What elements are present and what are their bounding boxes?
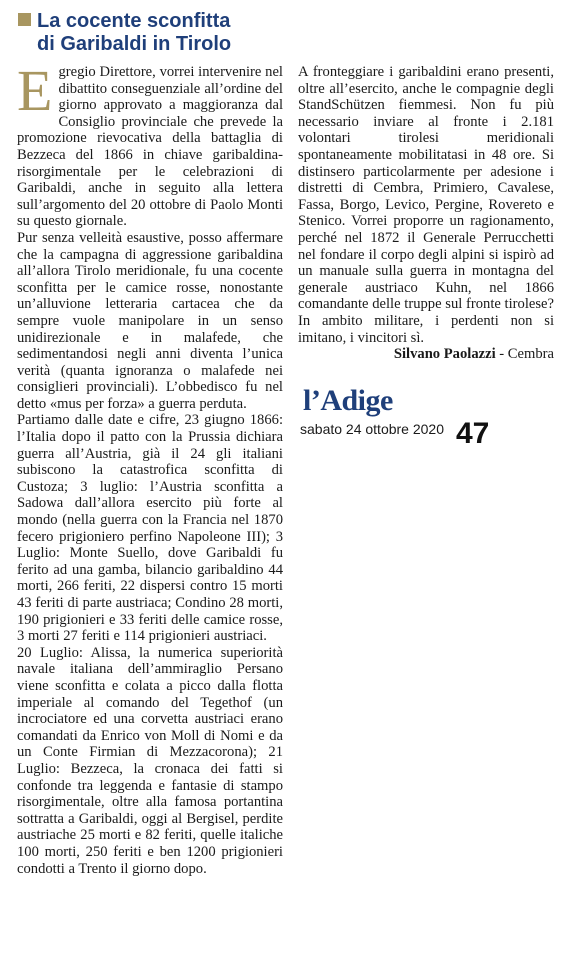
- signature-name: Silvano Paolazzi: [393, 346, 496, 363]
- headline-square-icon: [18, 13, 31, 26]
- article-signature: [298, 346, 554, 363]
- article-paragraph-4: 20 Luglio: Alissa, la numerica superiorità navale italiana dell’ammiraglio Persano viene sconfitta e colata a picco dalla flotta imperiale al comando del Tegethof (un incrociatore ed una corvetta austriaci erano comandati da Enrico von Moll di Nomi e da un Conte Firmian di Mezzacorona); 21 Luglio: Bezzeca, la cronaca dei fatti si confonde tra leggenda e fantasie di stampo risorgimentale, oltre alla famosa portantina sottratta a Garibaldi, oggi al Bergisel, perdite austriache 25 morti e 82 feriti, quelle italiche 100 morti, 250 feriti e ben 1200 prigionieri condotti a Trento il giorno dopo.: [17, 644, 283, 877]
- signature-place: - Cembra: [495, 346, 554, 363]
- drop-cap: E: [17, 58, 53, 123]
- headline-line-1: La cocente sconfitta: [37, 10, 231, 32]
- newspaper-logo: l’Adige: [303, 384, 393, 417]
- issue-date: sabato 24 ottobre 2020: [300, 421, 445, 437]
- article-paragraph-3: Partiamo dalle date e cifre, 23 giugno 1866: l’Italia dopo il patto con la Prussia dichiara guerra all’Austria, già il 24 gli italiani subiscono la catastrofica sconfitta di Custoza; 3 luglio: l’Austria sconfitta a Sadowa dall’allora esercito più forte al mondo (nella guerra con la Francia nel 1870 fecero prigioniero perfino Napoleone III); 3 Luglio: Monte Suello, dove Garibaldi fu ferito ad una gamba, bilancio garibaldino 44 morti, 266 feriti, 22 dispersi contro 15 morti 43 feriti di parte austriaca; Condino 28 morti, 190 prigionieri e 33 feriti delle camice rosse, 3 morti 27 feriti e 114 prigionieri austriaci.: [17, 412, 283, 645]
- article-column-right: [298, 64, 554, 363]
- page-number: 47: [456, 417, 490, 450]
- paragraph-1-text: gregio Direttore, vorrei intervenire nel dibattito conseguenziale all’ordine del giorno approvato a maggioranza dal Consiglio provinciale che prevede la promozione rievocativa della battaglia di Bezzeca del 1866 in chiave garibaldina-risorgimentale per le celebrazioni di Garibaldi, anche in seguito alla lettera sull’argomento del 20 ottobre di Paolo Monti su questo giornale.: [17, 64, 283, 230]
- article-column-left: [17, 58, 283, 877]
- article-headline: [18, 10, 558, 56]
- article-paragraph-1: [17, 58, 283, 230]
- article-paragraph-2: Pur senza velleità esaustive, posso affermare che la campagna di aggressione garibaldina all’allora Tirolo meridionale, fu una cocente sconfitta per le camice rosse, nonostante un’alluvione letteraria cartacea che da sempre vuole manipolare in un senso unidirezionale e in malafede, che sedimentandosi negli anni diventa l’unica verità (quanta ignoranza o malafede nei consiglieri provinciali). L’obbedisco fu nel detto «mus per forza» a guerra perduta.: [17, 229, 283, 412]
- headline-line-2: di Garibaldi in Tirolo: [37, 33, 232, 55]
- article-paragraph-5: A fronteggiare i garibaldini erano presenti, oltre all’esercito, anche le compagnie degli StandSchützen fiemmesi. Non fu più necessario inviare al fronte i 2.181 volontari tirolesi meridionali spontaneamente mobilitatasi in 48 ore. Si distinsero particolarmente per adesione i distretti di Cembra, Primiero, Cavalese, Fassa, Borgo, Levico, Pergine, Rovereto e Stenico. Vorrei proporre un ragionamento, perché nel 1872 il Generale Perrucchetti nel fondare il corpo degli alpini si ispirò ad un manuale sulla guerra in montagna del generale austriaco Kuhn, nel 1866 comandante delle truppe sul fronte tirolese? In ambito militare, i perdenti non si imitano, i vincitori sì.: [298, 64, 554, 346]
